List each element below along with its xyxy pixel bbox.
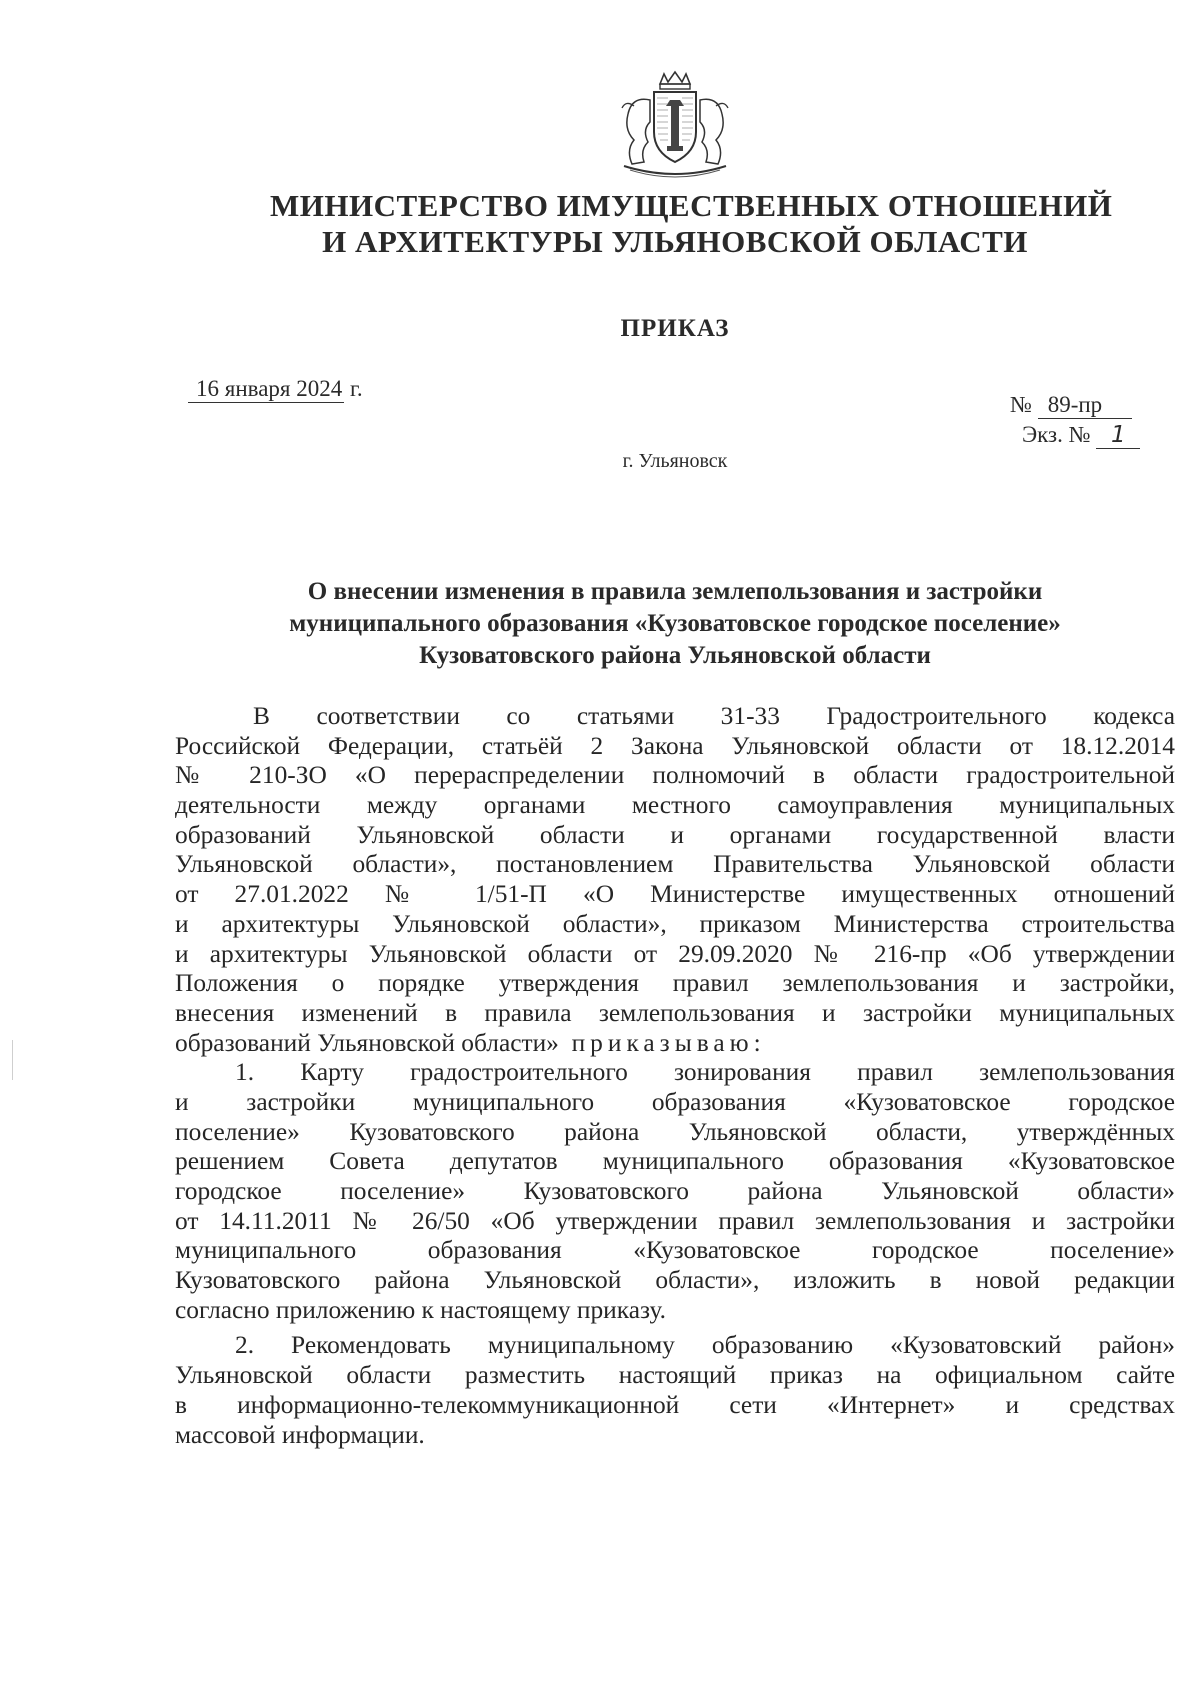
body-line: городское поселение» Кузоватовского района Ульяновской области» — [175, 1177, 1175, 1205]
body-line: Российской Федерации, статьёй 2 Закона Ульяновской области от 18.12.2014 — [175, 731, 1175, 760]
ministry-name-line-2: И АРХИТЕКТУРЫ УЛЬЯНОВСКОЙ ОБЛАСТИ — [322, 224, 1028, 259]
body-line: массовой информации. — [175, 1420, 425, 1449]
document-number — [1010, 392, 1132, 419]
document-number-value: 89-пр — [1038, 392, 1132, 419]
body-line: деятельности между органами местного самоуправления муниципальных — [175, 791, 1175, 820]
document-date — [188, 376, 363, 402]
document-title-line-3: Кузоватовского района Ульяновской области — [419, 642, 931, 669]
body-line: решением Совета депутатов муниципального образования «Кузоватовское — [175, 1147, 1175, 1176]
body-line — [175, 1029, 1175, 1059]
body-line: 2. Рекомендовать муниципальному образованию «Кузоватовский район» — [235, 1331, 1175, 1360]
document-city: г. Ульяновск — [622, 450, 728, 472]
body-line: и застройки муниципального образования «Кузоватовское городское — [175, 1087, 1175, 1116]
copy-number — [1022, 422, 1140, 449]
ministry-name — [270, 188, 1113, 260]
body-line: и архитектуры Ульяновской области от 29.09.2020 № 216-пр «Об утверждении — [175, 939, 1175, 968]
body-line: № 210-ЗО «О перераспределении полномочий в области градостроительной — [175, 761, 1175, 790]
document-type: ПРИКАЗ — [620, 315, 730, 342]
body-line: внесения изменений в правила землепользования и застройки муниципальных — [175, 998, 1175, 1027]
document-date-suffix: г. — [349, 376, 363, 401]
body-line: Положения о порядке утверждения правил землепользования и застройки, — [175, 969, 1175, 998]
body-line: Ульяновской области», постановлением Правительства Ульяновской области — [175, 850, 1175, 879]
body-line: 1. Карту градостроительного зонирования правил землепользования — [235, 1058, 1175, 1087]
document-title — [180, 576, 1170, 672]
body-line: образований Ульяновской области и органами государственной власти — [175, 820, 1175, 849]
ministry-name-line-1: МИНИСТЕРСТВО ИМУЩЕСТВЕННЫХ ОТНОШЕНИЙ — [270, 188, 1113, 223]
document-title-line-1: О внесении изменения в правила землепользования и застройки — [307, 578, 1043, 605]
document-title-line-2: муниципального образования «Кузоватовское городское поселение» — [289, 610, 1061, 637]
body-line: в информационно-телекоммуникационной сети «Интернет» и средствах — [175, 1390, 1175, 1419]
body-line: муниципального образования «Кузоватовское городское поселение» — [175, 1236, 1175, 1265]
body-line: Кузоватовского района Ульяновской области», изложить в новой редакции — [175, 1266, 1175, 1295]
ulyanovsk-coat-of-arms-icon — [610, 70, 740, 178]
body-line: согласно приложению к настоящему приказу. — [175, 1295, 666, 1324]
body-line: и архитектуры Ульяновской области», приказом Министерства строительства — [175, 909, 1175, 938]
body-text: образований Ульяновской области» — [175, 1028, 559, 1057]
scan-artifact — [12, 1040, 13, 1080]
document-body — [175, 702, 1175, 1450]
body-line: от 27.01.2022 № 1/51-П «О Министерстве имущественных отношений — [175, 880, 1175, 909]
body-line: В соответствии со статьями 31-33 Градостроительного кодекса — [253, 702, 1175, 730]
copy-number-label: Экз. № — [1022, 422, 1091, 447]
copy-number-value: 1 — [1096, 422, 1140, 449]
body-line: от 14.11.2011 № 26/50 «Об утверждении правил землепользования и застройки — [175, 1206, 1175, 1235]
order-command-word: приказываю: — [571, 1028, 766, 1057]
body-line: Ульяновской области разместить настоящий приказ на официальном сайте — [175, 1361, 1175, 1390]
body-line: поселение» Кузоватовского района Ульяновской области, утверждённых — [175, 1117, 1175, 1146]
document-number-label: № — [1010, 392, 1032, 417]
document-date-value: 16 января 2024 — [188, 376, 344, 403]
